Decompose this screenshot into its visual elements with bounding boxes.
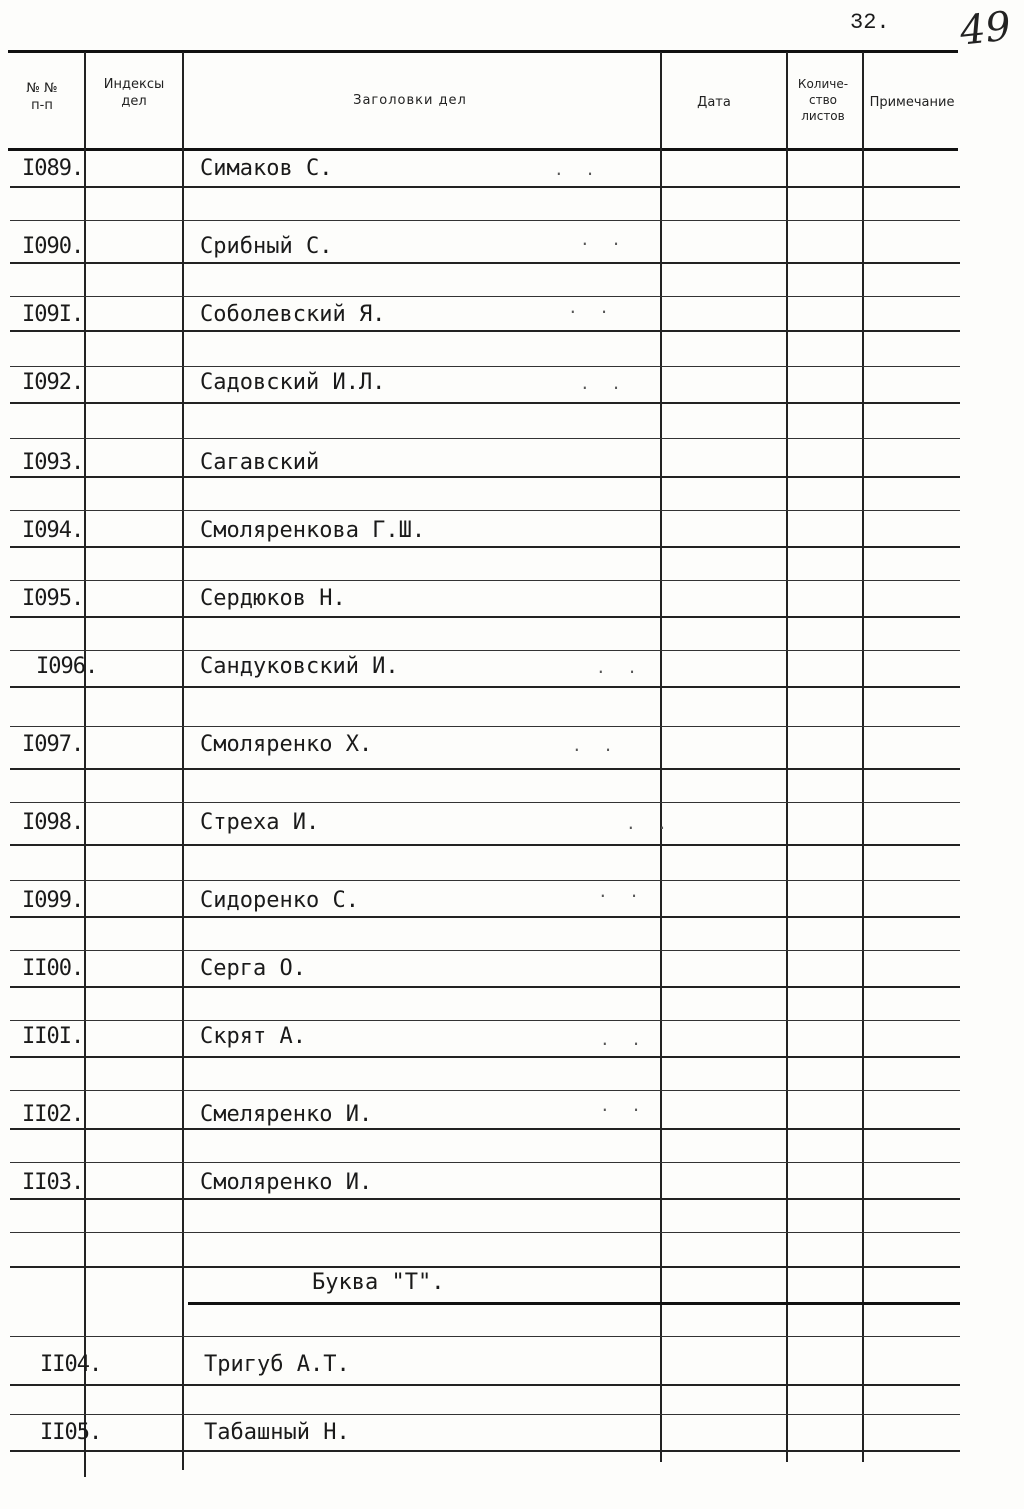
rule [10, 1384, 960, 1386]
header-col-title: Заголовки дел [353, 93, 467, 108]
row-number: II0I. [22, 1024, 84, 1049]
rule [10, 1056, 960, 1058]
case-title: Срибный С. [200, 234, 333, 259]
rule [10, 438, 960, 439]
scan-noise: . . [600, 1096, 647, 1115]
rule [10, 1198, 960, 1200]
header-col-date: Дата [697, 95, 731, 110]
case-title: Смоляренко И. [200, 1170, 373, 1195]
case-title: Сагавский [200, 450, 320, 475]
case-title: Сердюков Н. [200, 586, 346, 611]
col-divider-title [182, 52, 184, 1470]
rule [10, 1232, 960, 1233]
rule [10, 916, 960, 918]
rule [10, 366, 960, 367]
page-number: 32. [850, 10, 890, 35]
rule [10, 1450, 960, 1452]
header-col-count [788, 76, 858, 124]
row-number: I099. [22, 888, 84, 913]
rule [10, 330, 960, 332]
case-title: Смоляренкова Г.Ш. [200, 518, 426, 543]
row-number: I09I. [22, 302, 84, 327]
case-title: Соболевский Я. [200, 302, 386, 327]
header-col-index-text: Индексы дел [103, 77, 165, 109]
case-title: Смеляренко И. [200, 1102, 373, 1127]
rule [10, 650, 960, 651]
rule [10, 802, 960, 803]
scan-noise: . . [580, 230, 627, 249]
scan-noise: . . [568, 298, 615, 317]
rule [10, 986, 960, 988]
scan-noise: . . [600, 1030, 647, 1049]
section-heading: Буква "Т". [312, 1270, 445, 1295]
rule [10, 1162, 960, 1163]
case-title: Садовский И.Л. [200, 370, 386, 395]
rule [10, 186, 960, 188]
case-title: Стреха И. [200, 810, 320, 835]
col-divider-index [84, 52, 86, 1477]
rule [10, 580, 960, 581]
rule [10, 616, 960, 618]
row-number: I093. [22, 450, 84, 475]
scan-noise: . . [554, 160, 601, 179]
row-number: I090. [22, 234, 84, 259]
row-number: I098. [22, 810, 84, 835]
rule [188, 1302, 960, 1305]
rule [10, 1128, 960, 1130]
rule [10, 1414, 960, 1415]
case-title: Тригуб А.Т. [204, 1352, 350, 1377]
row-number: II05. [40, 1420, 102, 1445]
rule [10, 220, 960, 221]
table-top-border [8, 50, 958, 53]
scan-noise: . . [580, 374, 627, 393]
rule [10, 1266, 960, 1268]
scan-noise: . . [596, 658, 643, 677]
rule [10, 476, 960, 478]
header-col-number-text: № № п-п [26, 81, 58, 113]
row-number: I097. [22, 732, 84, 757]
rule [10, 686, 960, 688]
rule [10, 402, 960, 404]
rule [10, 510, 960, 511]
row-number: II02. [22, 1102, 84, 1127]
rule [10, 844, 960, 846]
row-number: II00. [22, 956, 84, 981]
row-number: I095. [22, 586, 84, 611]
row-number: I092. [22, 370, 84, 395]
rule [10, 726, 960, 727]
row-number: II04. [40, 1352, 102, 1377]
scan-noise: . . [598, 882, 645, 901]
rule [10, 1020, 960, 1021]
archive-sheet-number: 49 [957, 3, 1014, 55]
case-title: Смоляренко Х. [200, 732, 373, 757]
rule [10, 296, 960, 297]
scan-noise: . . [572, 736, 619, 755]
rule [10, 546, 960, 548]
row-number: I096. [36, 654, 98, 679]
rule [10, 950, 960, 951]
rule [10, 1090, 960, 1091]
case-title: Серга О. [200, 956, 306, 981]
row-number: I094. [22, 518, 84, 543]
case-title: Сандуковский И. [200, 654, 399, 679]
case-title: Скрят А. [200, 1024, 306, 1049]
case-title: Табашный Н. [204, 1420, 350, 1445]
header-col-count-text: Количе- ство листов [797, 77, 849, 123]
case-title: Сидоренко С. [200, 888, 359, 913]
row-number: I089. [22, 156, 84, 181]
rule [10, 1336, 960, 1337]
header-bottom-border [8, 148, 958, 151]
header-col-index [88, 76, 180, 110]
case-title: Симаков С. [200, 156, 333, 181]
scan-noise: . . [626, 814, 673, 833]
rule [10, 880, 960, 881]
rule [10, 262, 960, 264]
header-col-note: Примечание [869, 95, 955, 110]
header-col-number [12, 80, 72, 114]
rule [10, 768, 960, 770]
row-number: II03. [22, 1170, 84, 1195]
